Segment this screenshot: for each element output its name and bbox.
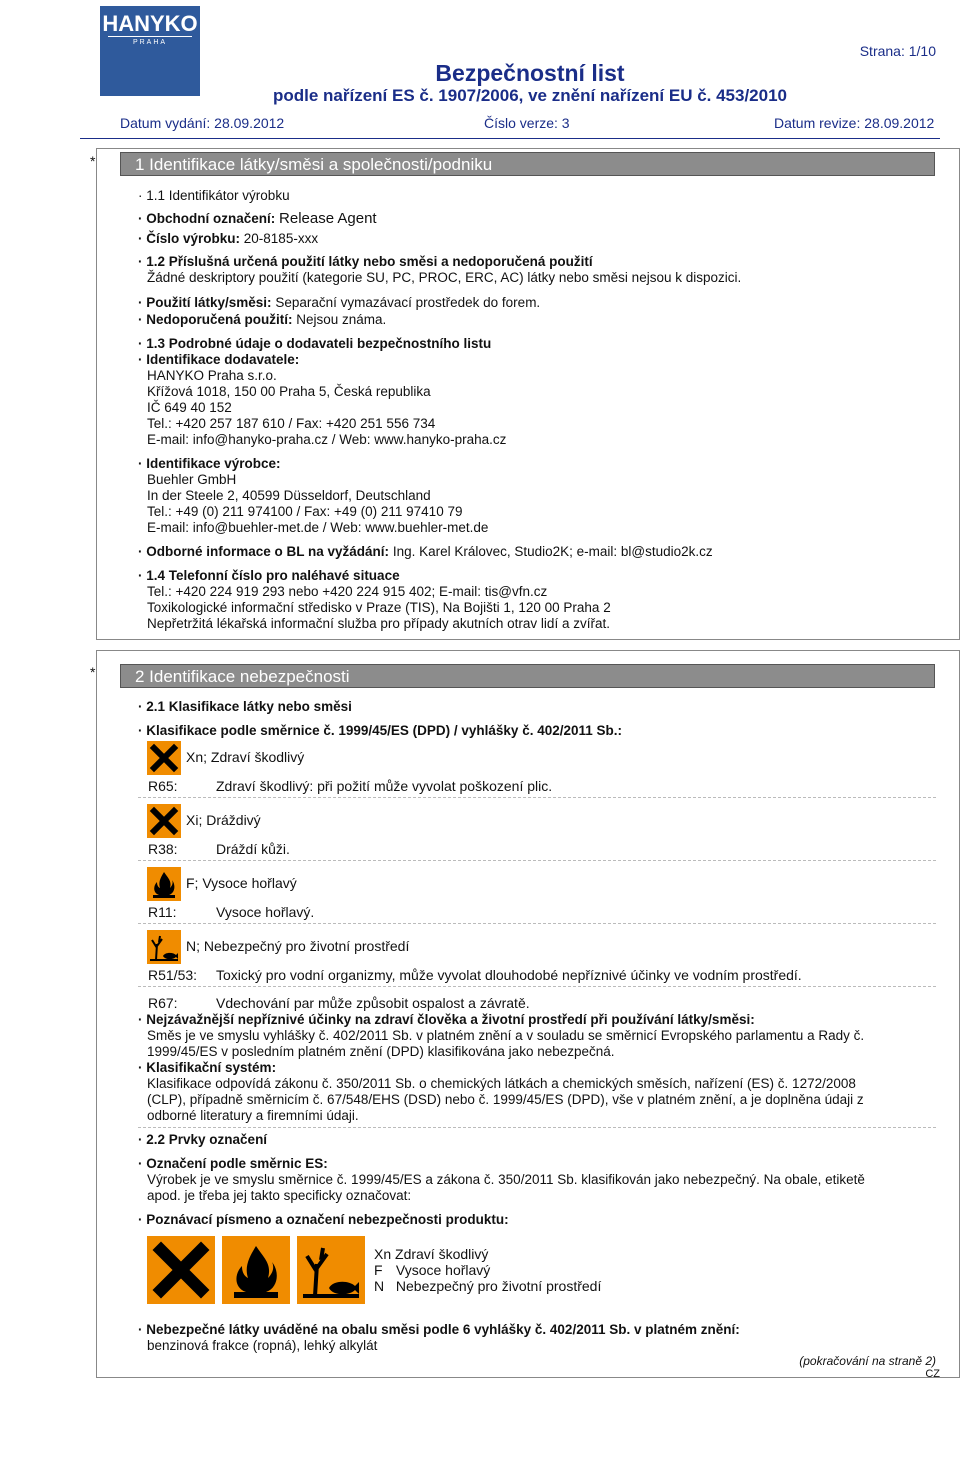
hazard-symbol-label: Xn; Zdraví škodlivý: [186, 749, 305, 765]
emergency-line: Toxikologické informační středisko v Praze (TIS), Na Bojišti 1, 120 00 Praha 2: [147, 600, 611, 615]
section-2-heading: 2 Identifikace nebezpečnosti: [120, 664, 935, 688]
not-recommended-row: [138, 312, 386, 328]
product-number-value: 20-8185-xxx: [243, 231, 319, 246]
hazard-letter: Xn: [374, 1246, 392, 1262]
hazard-letter: N: [374, 1278, 385, 1294]
supplier-line: Tel.: +420 257 187 610 / Fax: +420 251 556 734: [147, 416, 436, 431]
supplier-line: Křížová 1018, 150 00 Praha 5, Česká republika: [147, 384, 431, 399]
eu-labelling-label: · Označení podle směrnic ES:: [138, 1156, 328, 1171]
harmful-pictogram-icon: [147, 741, 181, 775]
hazard-letter-row: [374, 1246, 488, 1262]
divider: [138, 797, 936, 798]
logo-subtext: PRAHA: [132, 39, 168, 46]
emergency-line: Nepřetržitá lékařská informační služba pro případy akutních otrav lidí a zvířat.: [147, 616, 610, 631]
divider: [138, 1127, 936, 1128]
manufacturer-line: Buehler GmbH: [147, 472, 237, 487]
flammable-pictogram-large-icon: [222, 1236, 290, 1304]
section-1-heading: 1 Identifikace látky/směsi a společnosti/podniku: [120, 152, 935, 176]
manufacturer-line: E-mail: info@buehler-met.de / Web: www.buehler-met.de: [147, 520, 489, 535]
classification-system-line: Klasifikace odpovídá zákonu č. 350/2011 Sb. o chemických látkách a chemických směsích, nařízení (ES) č. 1272/2008: [147, 1076, 856, 1091]
subsection-2-2: · 2.2 Prvky označení: [138, 1132, 268, 1147]
risk-code: R38:: [148, 841, 178, 857]
harmful-pictogram-large-icon: [147, 1236, 215, 1304]
expert-info-value: Ing. Karel Královec, Studio2K; e-mail: bl@studio2k.cz: [392, 544, 713, 559]
flammable-pictogram-icon: [147, 867, 181, 901]
manufacturer-line: In der Steele 2, 40599 Düsseldorf, Deutschland: [147, 488, 431, 503]
subsection-1-3: · 1.3 Podrobné údaje o dodavateli bezpečnostního listu: [138, 336, 492, 351]
expert-info-row: [138, 544, 713, 560]
use-descriptors-text: Žádné deskriptory použití (kategorie SU, PC, PROC, ERC, AC) látky nebo směsi nejsou k dispozici.: [147, 270, 742, 285]
divider: [138, 986, 936, 987]
trade-name-row: [138, 211, 377, 227]
logo-divider: [108, 36, 192, 37]
environment-pictogram-icon: [147, 930, 181, 964]
risk-code: R65:: [148, 778, 178, 794]
risk-code: R11:: [148, 904, 177, 920]
hazard-letter-row: [374, 1262, 490, 1278]
supplier-line: E-mail: info@hanyko-praha.cz / Web: www.hanyko-praha.cz: [147, 432, 507, 447]
use-value: Separační vymazávací prostředek do forem.: [275, 295, 541, 310]
product-number-row: [138, 231, 318, 247]
hazard-letter: F: [374, 1262, 383, 1278]
dpd-classification-label: · Klasifikace podle směrnice č. 1999/45/ES (DPD) / vyhlášky č. 402/2011 Sb.:: [138, 723, 623, 738]
supplier-line: IČ 649 40 152: [147, 400, 232, 415]
page-number: Strana: 1/10: [859, 43, 936, 59]
subsection-1-2: · 1.2 Příslušná určená použití látky nebo směsi a nedoporučená použití: [138, 254, 593, 269]
document-title: Bezpečnostní list: [435, 60, 625, 86]
subsection-1-4: · 1.4 Telefonní číslo pro naléhavé situace: [138, 568, 400, 583]
hazard-symbol-label: N; Nebezpečný pro životní prostředí: [186, 938, 410, 954]
risk-code: R67:: [148, 995, 178, 1011]
hazardous-components-value: benzinová frakce (ropná), lehký alkylát: [147, 1338, 378, 1353]
supplier-line: HANYKO Praha s.r.o.: [147, 368, 277, 383]
eu-labelling-line: Výrobek je ve smyslu směrnice č. 1999/45/ES a zákona č. 350/2011 Sb. klasifikován jako nebezpečný. Na obale, etiketě: [147, 1172, 865, 1187]
expert-info-label: · Odborné informace o BL na vyžádání:: [138, 544, 390, 559]
eu-labelling-line: apod. je třeba jej takto specificky označovat:: [147, 1188, 412, 1203]
revision-star: *: [90, 153, 96, 169]
issue-date: Datum vydání: 28.09.2012: [120, 115, 285, 131]
divider: [138, 860, 936, 861]
classification-system-line: (CLP), případně směrnicím č. 67/548/EHS (DSD) nebo č. 1999/45/ES (DPD), vše v platném znění, a je doplněna údaji z: [147, 1092, 864, 1107]
risk-text: Vdechování par může způsobit ospalost a závratě.: [216, 995, 530, 1011]
manufacturer-line: Tel.: +49 (0) 211 974100 / Fax: +49 (0) 211 97410 79: [147, 504, 463, 519]
risk-text: Toxický pro vodní organizmy, může vyvolat dlouhodobé nepříznivé účinky ve vodním prostředí.: [216, 967, 802, 983]
supplier-label: · Identifikace dodavatele:: [138, 352, 300, 367]
hazard-letter-text: Vysoce hořlavý: [395, 1262, 491, 1278]
logo-text: HANYKO: [102, 11, 198, 36]
risk-text: Dráždí kůži.: [216, 841, 290, 857]
adverse-effects-line: Směs je ve smyslu vyhlášky č. 402/2011 Sb. v platném znění a v souladu se směrnicí Evropského parlamentu a Rady č.: [147, 1028, 865, 1043]
hazard-letter-text: Zdraví škodlivý: [395, 1246, 489, 1262]
subsection-2-1: · 2.1 Klasifikace látky nebo směsi: [138, 699, 352, 714]
revision-date: Datum revize: 28.09.2012: [774, 115, 935, 131]
subsection-1-1: · 1.1 Identifikátor výrobku: [138, 188, 290, 203]
adverse-effects-label: · Nejzávažnější nepříznivé účinky na zdraví člověka a životní prostředí při používání látky/směsi:: [138, 1012, 755, 1027]
adverse-effects-line: 1999/45/ES v posledním platném znění (DPD) klasifikována jako nebezpečná.: [147, 1044, 615, 1059]
continued-note: (pokračování na straně 2): [799, 1354, 936, 1368]
divider: [138, 923, 936, 924]
product-number-label: · Číslo výrobku:: [138, 231, 241, 246]
manufacturer-label: · Identifikace výrobce:: [138, 456, 281, 471]
classification-system-line: odborné literatury a firemními údaji.: [147, 1108, 359, 1123]
classification-system-label: · Klasifikační systém:: [138, 1060, 277, 1075]
not-recommended-label: · Nedoporučená použití:: [138, 312, 293, 327]
irritant-pictogram-icon: [147, 804, 181, 838]
emergency-line: Tel.: +420 224 919 293 nebo +420 224 915 402; E-mail: tis@vfn.cz: [147, 584, 548, 599]
header-divider: [80, 138, 940, 139]
trade-name-value: Release Agent: [279, 210, 377, 227]
risk-text: Vysoce hořlavý.: [216, 904, 315, 920]
risk-text: Zdraví škodlivý: při požití může vyvolat poškození plic.: [216, 778, 553, 794]
hazard-letter-row: [374, 1278, 601, 1294]
hazard-symbol-label: Xi; Dráždivý: [186, 812, 261, 828]
hazard-letter-label: · Poznávací písmeno a označení nebezpečnosti produktu:: [138, 1212, 509, 1227]
hazard-letter-text: Nebezpečný pro životní prostředí: [395, 1278, 602, 1294]
not-recommended-value: Nejsou známa.: [296, 312, 387, 327]
hazard-symbol-label: F; Vysoce hořlavý: [186, 875, 297, 891]
country-code: CZ: [925, 1368, 940, 1380]
company-logo: [100, 6, 200, 96]
revision-star: *: [90, 664, 96, 680]
document-subtitle: podle nařízení ES č. 1907/2006, ve znění nařízení EU č. 453/2010: [272, 86, 788, 105]
risk-code: R51/53:: [148, 967, 198, 983]
hazardous-components-label: · Nebezpečné látky uváděné na obalu směsi podle 6 vyhlášky č. 402/2011 Sb. v platném znění:: [138, 1322, 740, 1337]
version-number: Číslo verze: 3: [484, 115, 570, 131]
use-row: [138, 295, 540, 311]
trade-name-label: · Obchodní označení:: [138, 211, 276, 226]
environment-pictogram-large-icon: [297, 1236, 365, 1304]
use-label: · Použití látky/směsi:: [138, 295, 272, 310]
